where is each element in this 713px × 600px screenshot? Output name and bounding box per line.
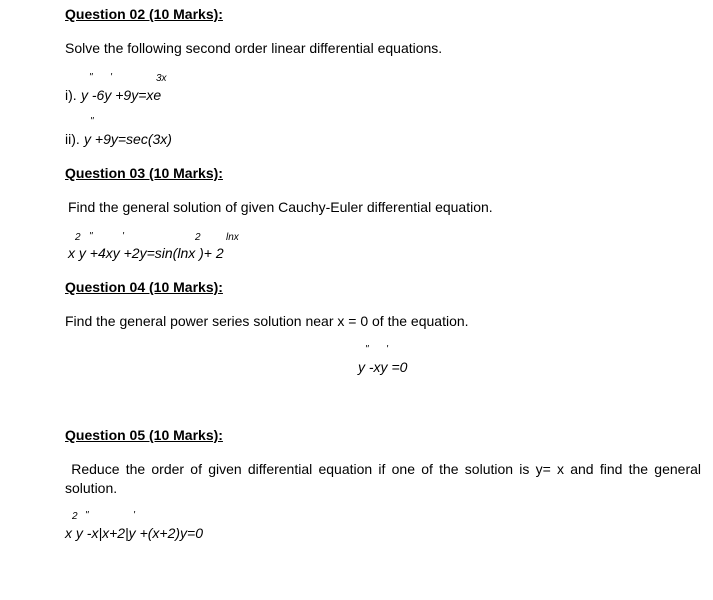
q03-eq-body: x y +4xy +2y=sin(lnx )+ 2 [68, 245, 224, 261]
q03-heading: Question 03 (10 Marks): [65, 165, 223, 181]
q02-instruction: Solve the following second order linear differential equations. [65, 40, 443, 56]
q02-eq1-body: y -6y +9y=xe [81, 87, 162, 103]
q05-eq-exponent-x: 2 [72, 511, 78, 522]
q03-eq-exponent-x: 2 [75, 232, 81, 243]
q03-eq-double-prime-mark: " [89, 231, 93, 242]
q05-instruction [65, 460, 701, 498]
q05-eq-prime-mark: ' [133, 510, 135, 521]
q04-eq-double-prime-mark: " [365, 344, 369, 355]
q02-eq1-exponent: 3x [156, 73, 167, 84]
q04-eq-body: y -xy =0 [358, 359, 408, 375]
q02-eq2-prefix: ii). [65, 131, 80, 147]
q03-eq-exponent-lnx: 2 [195, 232, 201, 243]
q04-heading: Question 04 (10 Marks): [65, 279, 223, 295]
q02-eq1-prime-mark: ' [110, 72, 112, 83]
q02-eq2-double-prime-mark: " [90, 116, 94, 127]
q02-heading: Question 02 (10 Marks): [65, 6, 223, 22]
q05-eq-body: x y -x|x+2|y +(x+2)y=0 [65, 525, 203, 541]
q04-instruction: Find the general power series solution near x = 0 of the equation. [65, 313, 469, 329]
q04-eq-prime-mark: ' [386, 344, 388, 355]
q02-eq2-body: y +9y=sec(3x) [84, 131, 172, 147]
q03-eq-prime-mark: ' [122, 231, 124, 242]
q05-eq-double-prime-mark: " [85, 510, 89, 521]
q03-instruction: Find the general solution of given Cauchy-Euler differential equation. [68, 199, 493, 215]
q02-eq1-double-prime-mark: " [89, 72, 93, 83]
q02-eq1-prefix: i). [65, 87, 77, 103]
q03-eq-exponent-two: lnx [226, 232, 239, 243]
q05-instruction-text: Reduce the order of given differential equation if one of the solution is y= x and find the general solution. [65, 461, 702, 496]
q05-heading: Question 05 (10 Marks): [65, 427, 223, 443]
